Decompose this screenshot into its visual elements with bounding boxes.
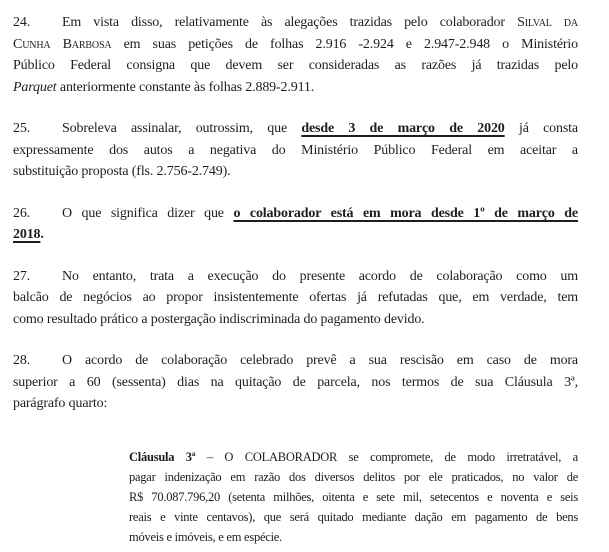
text-segment: superior a 60 (sessenta) dias na quitação de parcela, nos termos de sua Cláusula 3ª, <box>13 374 578 390</box>
text-segment: móveis e imóveis, e em espécie. <box>129 529 282 544</box>
text-segment: Cláusula 3ª <box>129 449 196 464</box>
paragraph-26 <box>13 203 578 246</box>
text-line <box>13 12 578 34</box>
paragraph-25 <box>13 118 578 183</box>
text-line <box>13 372 578 394</box>
text-segment: pagar indenização em razão dos diversos delitos por ele praticados, no valor de <box>129 469 578 484</box>
text-segment: balcão de negócios ao propor insistentemente ofertas já refutadas que, em verdade, tem <box>13 290 578 305</box>
text-line <box>13 266 578 288</box>
text-line <box>13 203 578 225</box>
text-line <box>13 77 578 99</box>
text-segment: Em vista disso, relativamente às alegações trazidas pelo colaborador <box>62 15 518 30</box>
text-line <box>13 309 578 331</box>
text-line <box>129 447 578 467</box>
text-line <box>13 393 578 415</box>
text-segment: expressamente dos autos a negativa do Ministério Público Federal em aceitar a <box>13 142 578 158</box>
text-segment: O acordo de colaboração celebrado prevê a sua rescisão em caso de mora <box>62 353 578 368</box>
paragraph-number: 28. <box>13 353 31 368</box>
text-segment: Sobreleva assinalar, outrossim, que <box>62 121 302 136</box>
text-segment: 2018 <box>13 227 41 242</box>
text-segment: substituição proposta (fls. 2.756-2.749). <box>13 164 231 179</box>
text-segment: . <box>40 227 44 242</box>
blockquote-clausula-3 <box>129 447 578 547</box>
paragraph-number: 25. <box>13 121 31 136</box>
text-segment: Silval da <box>517 15 579 30</box>
text-line <box>13 161 578 183</box>
text-segment: Parquet <box>13 79 57 95</box>
paragraph-number: 24. <box>13 15 31 30</box>
text-segment: R$ 70.087.796,20 (setenta milhões, oitenta e sete mil, setecentos e noventa e seis <box>129 489 578 504</box>
text-line <box>129 487 578 507</box>
text-line <box>13 140 578 162</box>
text-segment: No entanto, trata a execução do presente acordo de colaboração como um <box>62 268 578 284</box>
paragraph-number: 26. <box>13 205 31 221</box>
text-line <box>13 287 578 309</box>
text-segment: em suas petições de folhas 2.916 -2.924 e 2.947-2.948 o Ministério <box>111 36 578 52</box>
paragraph-27 <box>13 266 578 331</box>
text-segment: O que significa dizer que <box>62 205 234 221</box>
text-segment: – O COLABORADOR se compromete, de modo irretratável, a <box>195 449 578 464</box>
text-line <box>13 118 578 140</box>
paragraph-24 <box>13 12 578 98</box>
text-line <box>13 350 578 372</box>
text-line <box>13 224 578 246</box>
text-segment: desde 3 de março de 2020 <box>301 121 505 136</box>
text-segment: o colaborador está em mora desde 1º de março de <box>233 205 578 221</box>
text-line <box>13 34 578 56</box>
text-segment: como resultado prático a postergação indiscriminada do pagamento devido. <box>13 311 425 327</box>
paragraph-number: 27. <box>13 268 31 284</box>
document-body <box>13 12 578 547</box>
text-segment: reais e vinte centavos), que será quitado mediante dação em pagamento de bens <box>129 509 578 524</box>
text-line <box>129 507 578 527</box>
text-line <box>129 467 578 487</box>
text-segment: já consta <box>504 121 578 136</box>
text-segment: parágrafo quarto: <box>13 396 108 411</box>
text-segment: Cunha Barbosa <box>13 36 112 52</box>
text-segment: anteriormente constante às folhas 2.889-2.911. <box>56 79 315 95</box>
paragraph-28 <box>13 350 578 415</box>
text-line <box>13 55 578 77</box>
text-line <box>129 527 578 547</box>
text-segment: Público Federal consigna que devem ser consideradas as razões já trazidas pelo <box>13 58 578 73</box>
